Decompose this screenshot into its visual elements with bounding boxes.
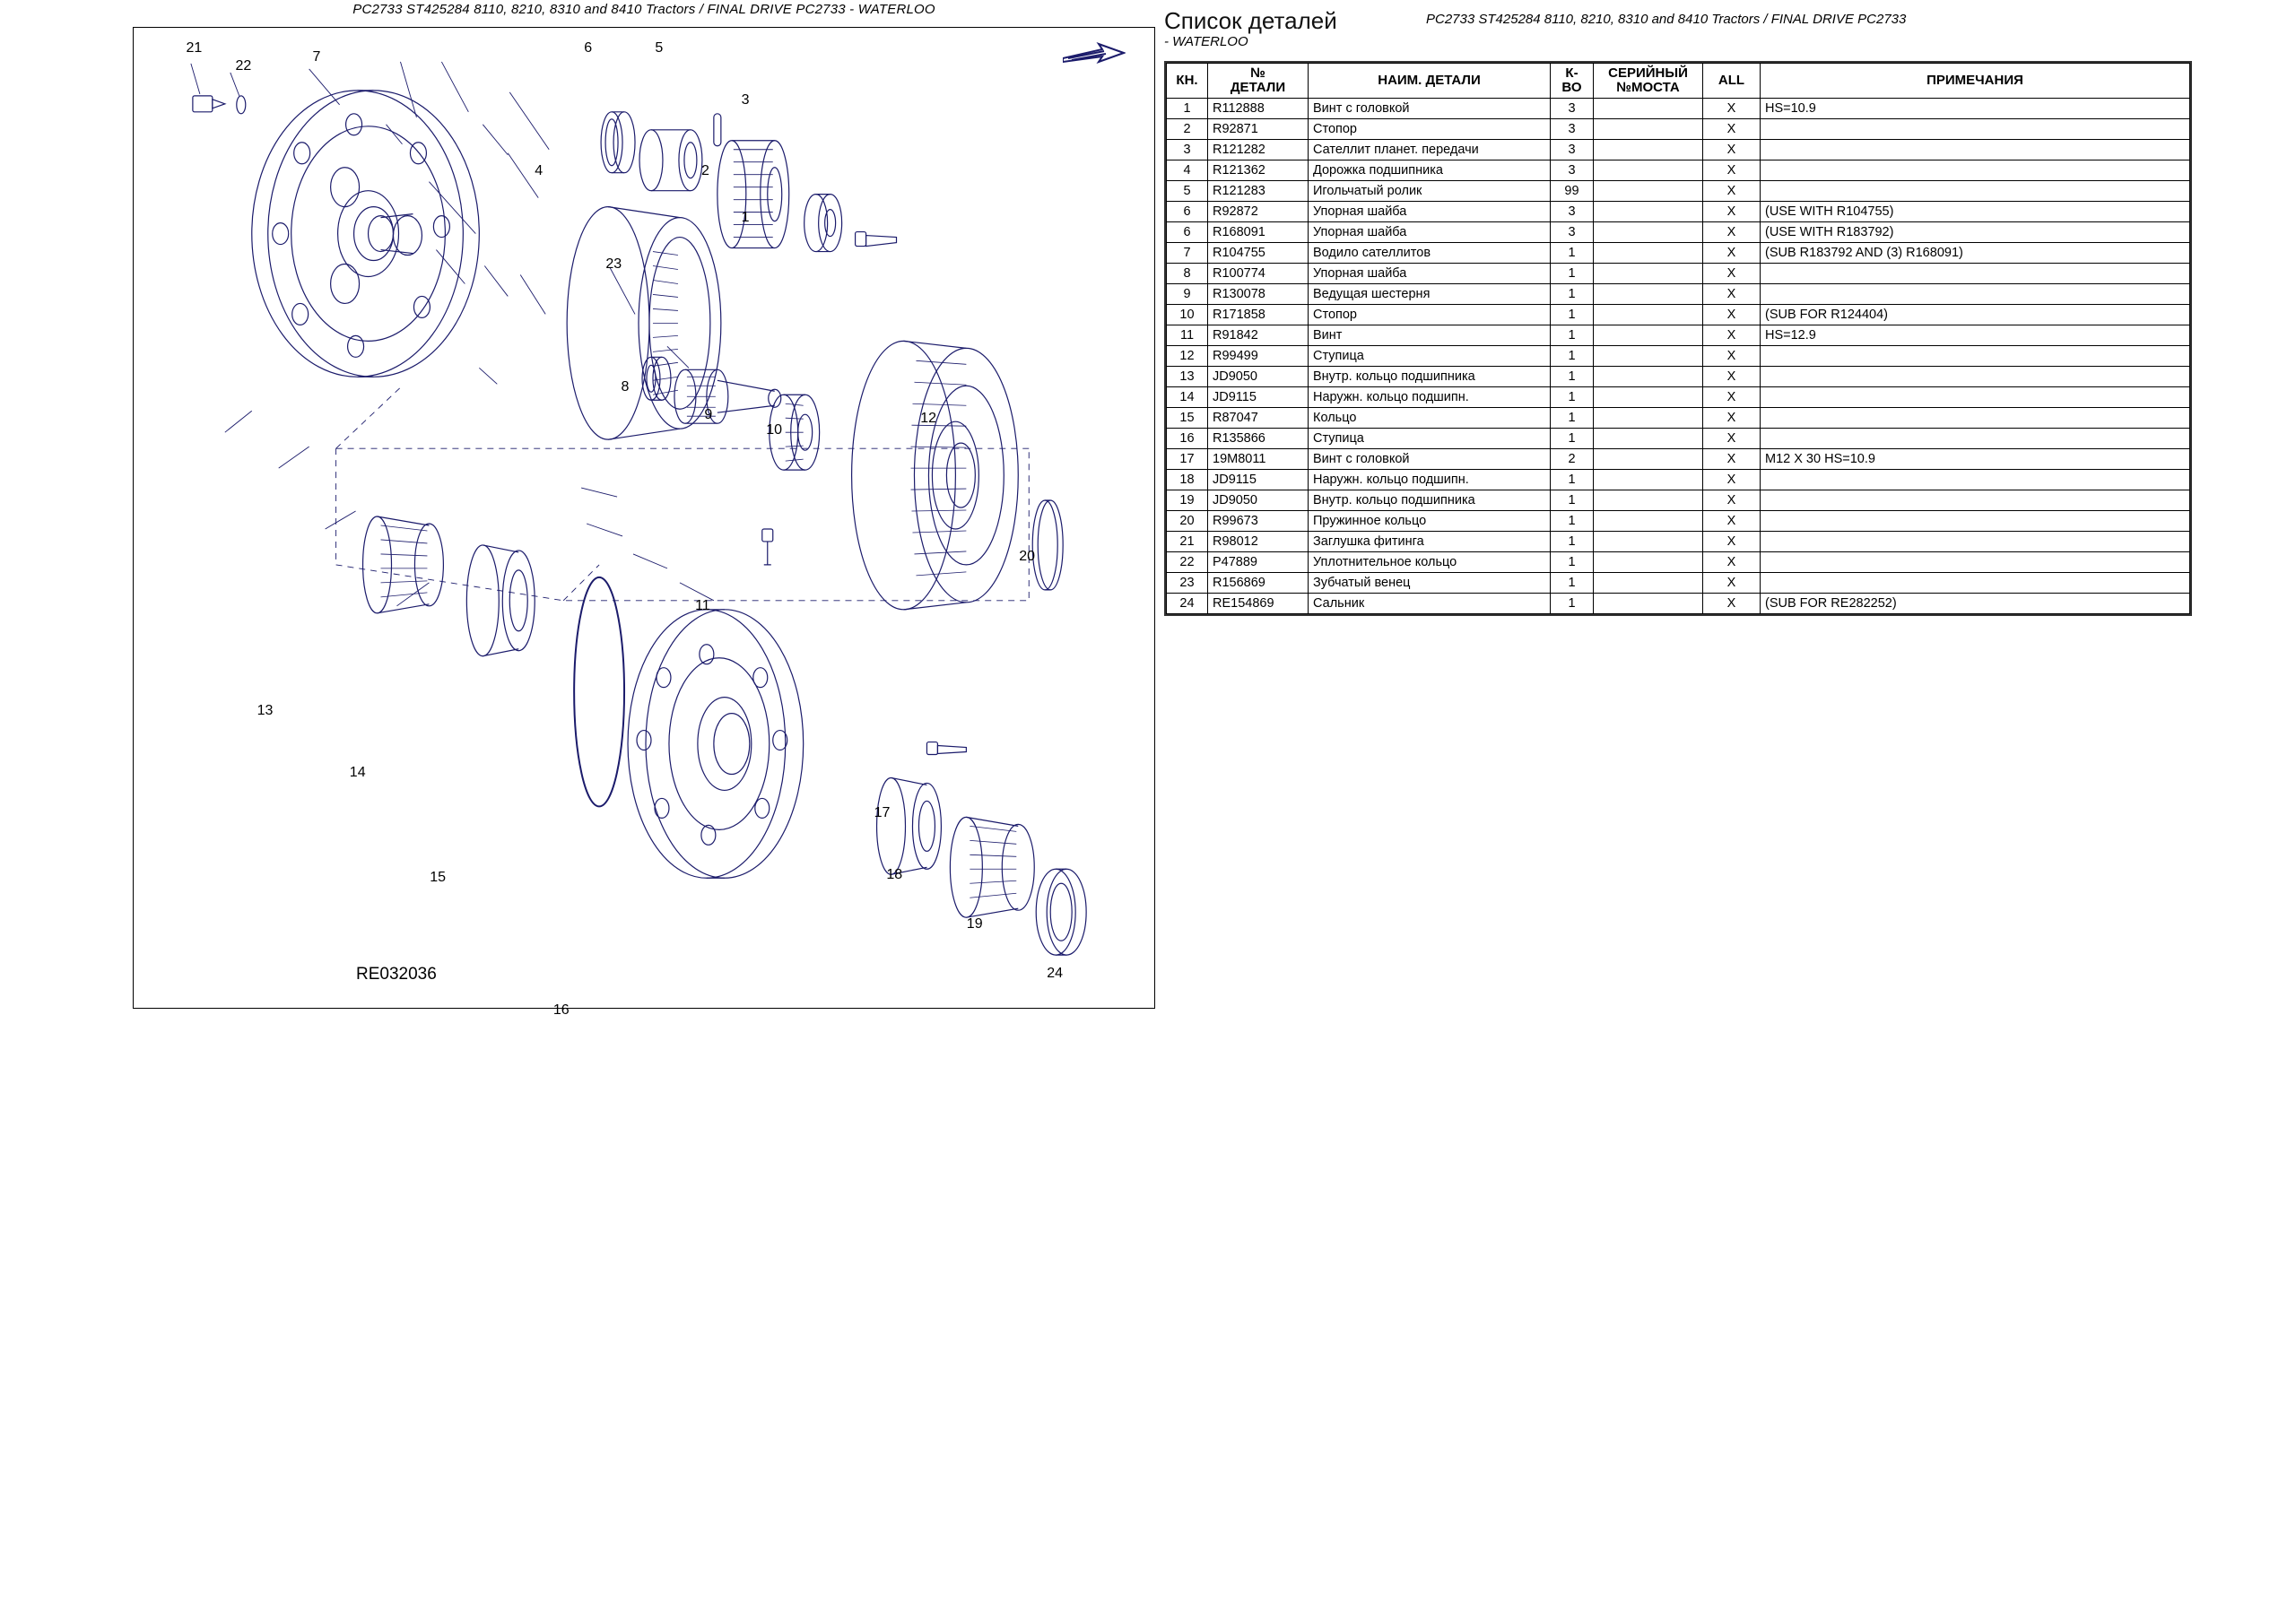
table-row[interactable] <box>1167 325 2190 345</box>
cell-serial <box>1594 201 1703 221</box>
cell-description: Уплотнительное кольцо <box>1309 551 1551 572</box>
parts-table-container <box>1164 61 2192 616</box>
cell-part-number: R121283 <box>1208 180 1309 201</box>
cell-part-number: RE154869 <box>1208 593 1309 613</box>
part-15-oring <box>574 577 624 807</box>
cell-serial <box>1594 366 1703 386</box>
cell-kn: 11 <box>1167 325 1208 345</box>
cell-kn: 14 <box>1167 386 1208 407</box>
direction-arrow-icon <box>1063 42 1126 65</box>
part-17-cap-screw <box>926 742 966 755</box>
callout-number: 14 <box>349 765 366 781</box>
part-5-needle-roller <box>714 114 721 146</box>
part-20-snap-ring <box>1032 500 1063 590</box>
part-12-hub <box>852 341 1019 609</box>
cell-note <box>1761 407 2190 428</box>
cell-description: Сателлит планет. передачи <box>1309 139 1551 160</box>
cell-note <box>1761 160 2190 180</box>
cell-serial <box>1594 510 1703 531</box>
cell-quantity: 1 <box>1551 366 1594 386</box>
cell-note <box>1761 386 2190 407</box>
cell-note <box>1761 366 2190 386</box>
cell-all: X <box>1703 283 1761 304</box>
cell-description: Заглушка фитинга <box>1309 531 1551 551</box>
cell-serial <box>1594 551 1703 572</box>
cell-description: Винт с головкой <box>1309 98 1551 118</box>
cell-note <box>1761 345 2190 366</box>
cell-note <box>1761 551 2190 572</box>
cell-quantity: 1 <box>1551 386 1594 407</box>
callout-number: 19 <box>966 915 983 932</box>
page-subtitle: - WATERLOO <box>1164 34 1248 49</box>
cell-quantity: 1 <box>1551 490 1594 510</box>
cell-serial <box>1594 428 1703 448</box>
exploded-parts-drawing <box>134 28 1154 1008</box>
cell-quantity: 1 <box>1551 242 1594 263</box>
cell-serial <box>1594 469 1703 490</box>
cell-part-number: JD9115 <box>1208 469 1309 490</box>
cell-part-number: R121282 <box>1208 139 1309 160</box>
cell-all: X <box>1703 572 1761 593</box>
cell-description: Упорная шайба <box>1309 221 1551 242</box>
cell-all: X <box>1703 98 1761 118</box>
cell-kn: 10 <box>1167 304 1208 325</box>
cell-quantity: 3 <box>1551 160 1594 180</box>
table-row[interactable] <box>1167 407 2190 428</box>
cell-kn: 5 <box>1167 180 1208 201</box>
cell-quantity: 3 <box>1551 118 1594 139</box>
column-header-part-line1: № <box>1250 65 1265 81</box>
table-row[interactable] <box>1167 139 2190 160</box>
cell-kn: 2 <box>1167 118 1208 139</box>
cell-note: HS=10.9 <box>1761 98 2190 118</box>
table-row[interactable] <box>1167 593 2190 613</box>
cell-part-number: R121362 <box>1208 160 1309 180</box>
cell-all: X <box>1703 428 1761 448</box>
cell-note <box>1761 572 2190 593</box>
callout-number: 10 <box>766 422 782 438</box>
callout-number: 7 <box>312 49 321 65</box>
cell-quantity: 3 <box>1551 201 1594 221</box>
cell-note <box>1761 118 2190 139</box>
cell-kn: 19 <box>1167 490 1208 510</box>
cell-description: Ступица <box>1309 345 1551 366</box>
cell-quantity: 3 <box>1551 139 1594 160</box>
cell-serial <box>1594 531 1703 551</box>
cell-note: (USE WITH R183792) <box>1761 221 2190 242</box>
part-22-oring <box>237 96 246 114</box>
cell-description: Зубчатый венец <box>1309 572 1551 593</box>
cell-description: Ведущая шестерня <box>1309 283 1551 304</box>
cell-all: X <box>1703 551 1761 572</box>
cell-all: X <box>1703 448 1761 469</box>
cell-all: X <box>1703 407 1761 428</box>
cell-serial <box>1594 118 1703 139</box>
callout-number: 12 <box>920 410 936 426</box>
cell-part-number: P47889 <box>1208 551 1309 572</box>
part-9-drive-gear <box>674 369 781 423</box>
table-row[interactable] <box>1167 448 2190 469</box>
cell-quantity: 1 <box>1551 572 1594 593</box>
cell-all: X <box>1703 593 1761 613</box>
table-row[interactable] <box>1167 531 2190 551</box>
cell-description: Винт <box>1309 325 1551 345</box>
cell-all: X <box>1703 118 1761 139</box>
cell-note <box>1761 531 2190 551</box>
cell-kn: 6 <box>1167 201 1208 221</box>
cell-serial <box>1594 242 1703 263</box>
cell-part-number: JD9050 <box>1208 490 1309 510</box>
part-21-plug <box>193 96 225 112</box>
cell-kn: 13 <box>1167 366 1208 386</box>
column-header-serial-line1: СЕРИЙНЫЙ <box>1608 65 1688 81</box>
callout-number: 22 <box>235 58 252 74</box>
cell-serial <box>1594 448 1703 469</box>
cell-note <box>1761 139 2190 160</box>
cell-all: X <box>1703 386 1761 407</box>
callout-number: 4 <box>535 163 544 179</box>
cell-part-number: R171858 <box>1208 304 1309 325</box>
part-7-planet-carrier <box>252 91 480 377</box>
part-23-ring-gear <box>567 207 721 440</box>
part-14-bearing-cup <box>466 545 535 656</box>
cell-note: (USE WITH R104755) <box>1761 201 2190 221</box>
cell-kn: 7 <box>1167 242 1208 263</box>
column-header-part-line2: ДЕТАЛИ <box>1230 79 1286 95</box>
cell-kn: 8 <box>1167 263 1208 283</box>
cell-description: Игольчатый ролик <box>1309 180 1551 201</box>
cell-part-number: R99499 <box>1208 345 1309 366</box>
cell-description: Винт с головкой <box>1309 448 1551 469</box>
cell-all: X <box>1703 366 1761 386</box>
callout-number: 21 <box>186 39 203 56</box>
part-3-planet-pinion <box>718 141 789 248</box>
figure-code: RE032036 <box>356 965 437 984</box>
cell-part-number: R135866 <box>1208 428 1309 448</box>
table-row[interactable] <box>1167 469 2190 490</box>
cell-description: Стопор <box>1309 118 1551 139</box>
table-row[interactable] <box>1167 366 2190 386</box>
cell-part-number: R104755 <box>1208 242 1309 263</box>
cell-serial <box>1594 386 1703 407</box>
parts-table-head <box>1167 64 2190 99</box>
table-row[interactable] <box>1167 242 2190 263</box>
callout-number: 15 <box>430 870 447 886</box>
part-6-thrust-washer <box>601 112 635 173</box>
part-2-retainer <box>804 195 842 252</box>
cell-serial <box>1594 160 1703 180</box>
cell-note <box>1761 283 2190 304</box>
cell-all: X <box>1703 201 1761 221</box>
cell-quantity: 1 <box>1551 345 1594 366</box>
cell-part-number: R98012 <box>1208 531 1309 551</box>
cell-description: Наружн. кольцо подшипн. <box>1309 386 1551 407</box>
cell-kn: 1 <box>1167 98 1208 118</box>
cell-note: (SUB FOR R124404) <box>1761 304 2190 325</box>
cell-part-number: 19M8011 <box>1208 448 1309 469</box>
cell-kn: 16 <box>1167 428 1208 448</box>
cell-all: X <box>1703 531 1761 551</box>
callout-number: 3 <box>741 92 750 108</box>
cell-quantity: 3 <box>1551 221 1594 242</box>
cell-serial <box>1594 139 1703 160</box>
cell-quantity: 1 <box>1551 531 1594 551</box>
cell-kn: 12 <box>1167 345 1208 366</box>
table-row[interactable] <box>1167 572 2190 593</box>
column-header-kn-line1: КН. <box>1176 72 1198 88</box>
cell-serial <box>1594 263 1703 283</box>
callout-number: 6 <box>584 39 593 56</box>
cell-all: X <box>1703 345 1761 366</box>
table-row[interactable] <box>1167 98 2190 118</box>
table-row[interactable] <box>1167 283 2190 304</box>
parts-table <box>1166 63 2190 614</box>
cell-quantity: 1 <box>1551 469 1594 490</box>
cell-serial <box>1594 304 1703 325</box>
cell-serial <box>1594 593 1703 613</box>
cell-kn: 22 <box>1167 551 1208 572</box>
column-header-qty-line1: К- <box>1565 65 1578 81</box>
cell-quantity: 1 <box>1551 407 1594 428</box>
part-1-cap-screw <box>856 232 897 247</box>
cell-kn: 15 <box>1167 407 1208 428</box>
table-row[interactable] <box>1167 263 2190 283</box>
column-header-notes <box>1761 64 2190 99</box>
part-8-thrust-washer <box>642 357 671 400</box>
cell-part-number: JD9050 <box>1208 366 1309 386</box>
callout-number: 24 <box>1047 965 1064 981</box>
table-row[interactable] <box>1167 118 2190 139</box>
cell-serial <box>1594 572 1703 593</box>
cell-description: Наружн. кольцо подшипн. <box>1309 469 1551 490</box>
column-header-quantity <box>1551 64 1594 99</box>
cell-kn: 17 <box>1167 448 1208 469</box>
table-row[interactable] <box>1167 386 2190 407</box>
cell-description: Сальник <box>1309 593 1551 613</box>
cell-quantity: 1 <box>1551 510 1594 531</box>
cell-quantity: 1 <box>1551 304 1594 325</box>
cell-kn: 3 <box>1167 139 1208 160</box>
callout-number: 13 <box>257 703 274 719</box>
callout-number: 23 <box>605 256 622 272</box>
cell-all: X <box>1703 469 1761 490</box>
table-row[interactable] <box>1167 304 2190 325</box>
table-row[interactable] <box>1167 180 2190 201</box>
cell-serial <box>1594 345 1703 366</box>
column-header-all <box>1703 64 1761 99</box>
cell-description: Внутр. кольцо подшипника <box>1309 490 1551 510</box>
cell-kn: 4 <box>1167 160 1208 180</box>
cell-part-number: R92871 <box>1208 118 1309 139</box>
callout-number: 20 <box>1019 549 1036 565</box>
table-row[interactable] <box>1167 510 2190 531</box>
exploded-view-illustration <box>133 27 1155 1019</box>
cell-note <box>1761 428 2190 448</box>
cell-quantity: 99 <box>1551 180 1594 201</box>
cell-note: (SUB FOR RE282252) <box>1761 593 2190 613</box>
cell-kn: 18 <box>1167 469 1208 490</box>
cell-note <box>1761 510 2190 531</box>
cell-description: Водило сателлитов <box>1309 242 1551 263</box>
cell-part-number: R100774 <box>1208 263 1309 283</box>
callout-number: 11 <box>695 598 710 614</box>
cell-part-number: R130078 <box>1208 283 1309 304</box>
cell-quantity: 2 <box>1551 448 1594 469</box>
cell-kn: 9 <box>1167 283 1208 304</box>
cell-quantity: 1 <box>1551 551 1594 572</box>
table-row[interactable] <box>1167 201 2190 221</box>
cell-part-number: R91842 <box>1208 325 1309 345</box>
cell-quantity: 1 <box>1551 283 1594 304</box>
cell-note: (SUB R183792 AND (3) R168091) <box>1761 242 2190 263</box>
cell-kn: 23 <box>1167 572 1208 593</box>
cell-kn: 6 <box>1167 221 1208 242</box>
part-13-bearing-cone <box>363 516 444 613</box>
cell-all: X <box>1703 490 1761 510</box>
column-header-all-line1: ALL <box>1718 72 1745 88</box>
cell-description: Ступица <box>1309 428 1551 448</box>
callout-number: 9 <box>704 407 713 423</box>
cell-all: X <box>1703 325 1761 345</box>
table-row[interactable] <box>1167 428 2190 448</box>
cell-note: M12 X 30 HS=10.9 <box>1761 448 2190 469</box>
cell-part-number: JD9115 <box>1208 386 1309 407</box>
column-header-description-line1: НАИМ. ДЕТАЛИ <box>1378 72 1481 88</box>
cell-all: X <box>1703 242 1761 263</box>
cell-serial <box>1594 180 1703 201</box>
cell-all: X <box>1703 510 1761 531</box>
cell-kn: 24 <box>1167 593 1208 613</box>
cell-kn: 21 <box>1167 531 1208 551</box>
part-4-bearing-race <box>639 130 702 191</box>
cell-note <box>1761 263 2190 283</box>
cell-all: X <box>1703 139 1761 160</box>
table-row[interactable] <box>1167 551 2190 572</box>
column-header-description <box>1309 64 1551 99</box>
part-24-seal <box>1036 869 1086 955</box>
cell-all: X <box>1703 160 1761 180</box>
cell-serial <box>1594 407 1703 428</box>
cell-serial <box>1594 283 1703 304</box>
cell-serial <box>1594 490 1703 510</box>
column-header-notes-line1: ПРИМЕЧАНИЯ <box>1926 72 2023 88</box>
cell-description: Пружинное кольцо <box>1309 510 1551 531</box>
callout-number: 8 <box>621 379 630 395</box>
list-header-reference: PC2733 ST425284 8110, 8210, 8310 and 8410 Tractors / FINAL DRIVE PC2733 <box>1426 12 1907 27</box>
cell-all: X <box>1703 263 1761 283</box>
cell-quantity: 3 <box>1551 98 1594 118</box>
cell-part-number: R87047 <box>1208 407 1309 428</box>
cell-all: X <box>1703 180 1761 201</box>
column-header-serial <box>1594 64 1703 99</box>
callout-number: 5 <box>655 39 664 56</box>
callout-number: 16 <box>552 1002 570 1019</box>
cell-part-number: R99673 <box>1208 510 1309 531</box>
cell-part-number: R112888 <box>1208 98 1309 118</box>
cell-quantity: 1 <box>1551 263 1594 283</box>
cell-description: Упорная шайба <box>1309 201 1551 221</box>
cell-note <box>1761 469 2190 490</box>
callout-number: 17 <box>874 804 891 820</box>
cell-description: Кольцо <box>1309 407 1551 428</box>
cell-serial <box>1594 325 1703 345</box>
cell-serial <box>1594 221 1703 242</box>
cell-part-number: R168091 <box>1208 221 1309 242</box>
table-row[interactable] <box>1167 490 2190 510</box>
cell-description: Упорная шайба <box>1309 263 1551 283</box>
callout-number: 18 <box>886 866 903 882</box>
part-19-bearing-cone <box>950 817 1034 917</box>
cell-description: Внутр. кольцо подшипника <box>1309 366 1551 386</box>
page-title: Список деталей <box>1164 7 1337 34</box>
parts-table-body <box>1167 98 2190 613</box>
cell-quantity: 1 <box>1551 593 1594 613</box>
callout-number: 2 <box>700 163 709 179</box>
callout-number: 1 <box>741 209 750 225</box>
cell-note <box>1761 490 2190 510</box>
cell-description: Стопор <box>1309 304 1551 325</box>
column-header-kn <box>1167 64 1208 99</box>
cell-part-number: R92872 <box>1208 201 1309 221</box>
figure-header: PC2733 ST425284 8110, 8210, 8310 and 8410 Tractors / FINAL DRIVE PC2733 - WATERLOO <box>352 2 935 17</box>
cell-serial <box>1594 98 1703 118</box>
table-header-row <box>1167 64 2190 99</box>
cell-note: HS=12.9 <box>1761 325 2190 345</box>
column-header-serial-line2: №МОСТА <box>1616 79 1680 95</box>
table-row[interactable] <box>1167 160 2190 180</box>
cell-note <box>1761 180 2190 201</box>
part-16-hub-flange <box>628 610 804 878</box>
cell-quantity: 1 <box>1551 428 1594 448</box>
cell-quantity: 1 <box>1551 325 1594 345</box>
cell-all: X <box>1703 221 1761 242</box>
cell-part-number: R156869 <box>1208 572 1309 593</box>
part-11-screw <box>762 529 773 565</box>
table-row[interactable] <box>1167 221 2190 242</box>
cell-kn: 20 <box>1167 510 1208 531</box>
cell-description: Дорожка подшипника <box>1309 160 1551 180</box>
table-row[interactable] <box>1167 345 2190 366</box>
part-18-bearing-cup <box>877 777 942 874</box>
cell-all: X <box>1703 304 1761 325</box>
column-header-qty-line2: ВО <box>1561 79 1582 95</box>
column-header-part-number <box>1208 64 1309 99</box>
